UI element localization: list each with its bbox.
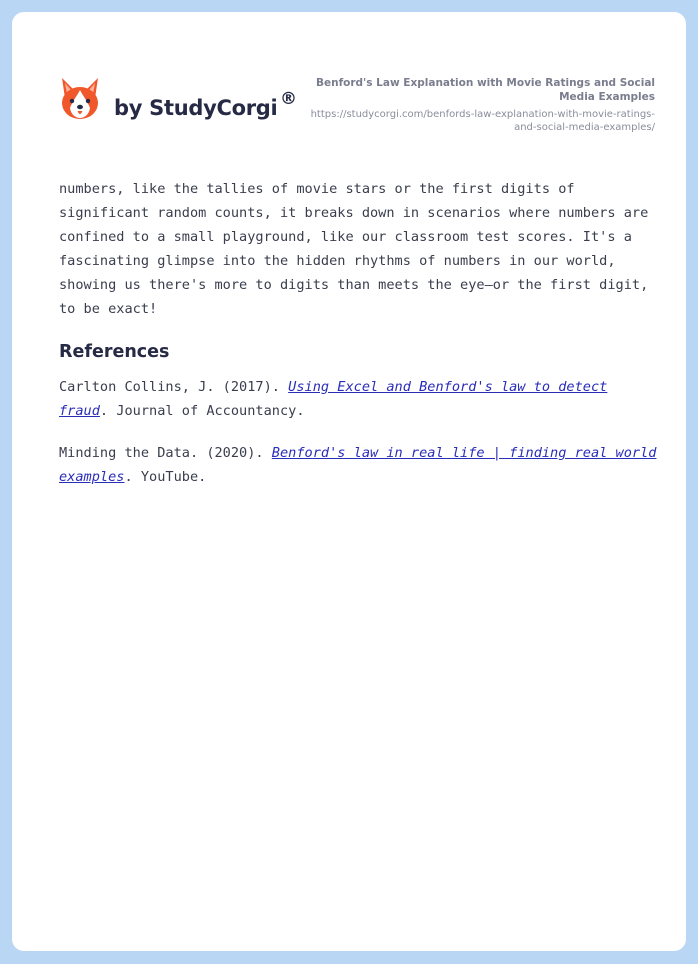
reference-item [59, 375, 659, 423]
page-header [59, 76, 655, 140]
document-info [295, 76, 655, 134]
document-url[interactable]: https://studycorgi.com/benfords-law-explanation-with-movie-ratings-and-social-media-examples/ [310, 109, 655, 133]
brand-name: by StudyCorgi [114, 96, 278, 120]
body-paragraph: numbers, like the tallies of movie stars or the first digits of significant random counts, it breaks down in scenarios where numbers are confined to a small playground, like our classroom test scores. It's a fascinating glimpse into the hidden rhythms of numbers in our world, showing us there's more to digits than meets the eye—or the first digit, to be exact! [59, 181, 649, 317]
studycorgi-logo[interactable] [59, 76, 309, 136]
reference-suffix: . Journal of Accountancy. [99, 403, 305, 419]
reference-link[interactable]: Benford's law in real life | finding real world examples [59, 445, 657, 485]
reference-suffix: . YouTube. [124, 469, 207, 485]
corgi-head-icon [59, 76, 101, 122]
reference-item [59, 441, 659, 489]
reference-link[interactable]: Using Excel and Benford's law to detect fraud [59, 379, 608, 419]
references-heading: References [59, 342, 170, 362]
document-title: Benford's Law Explanation with Movie Ratings and Social Media Examples [315, 77, 655, 103]
reference-prefix: Carlton Collins, J. (2017). [59, 379, 289, 395]
document-page [12, 12, 686, 951]
registered-mark: ® [280, 89, 297, 109]
reference-prefix: Minding the Data. (2020). [59, 445, 272, 461]
document-content [59, 177, 659, 507]
